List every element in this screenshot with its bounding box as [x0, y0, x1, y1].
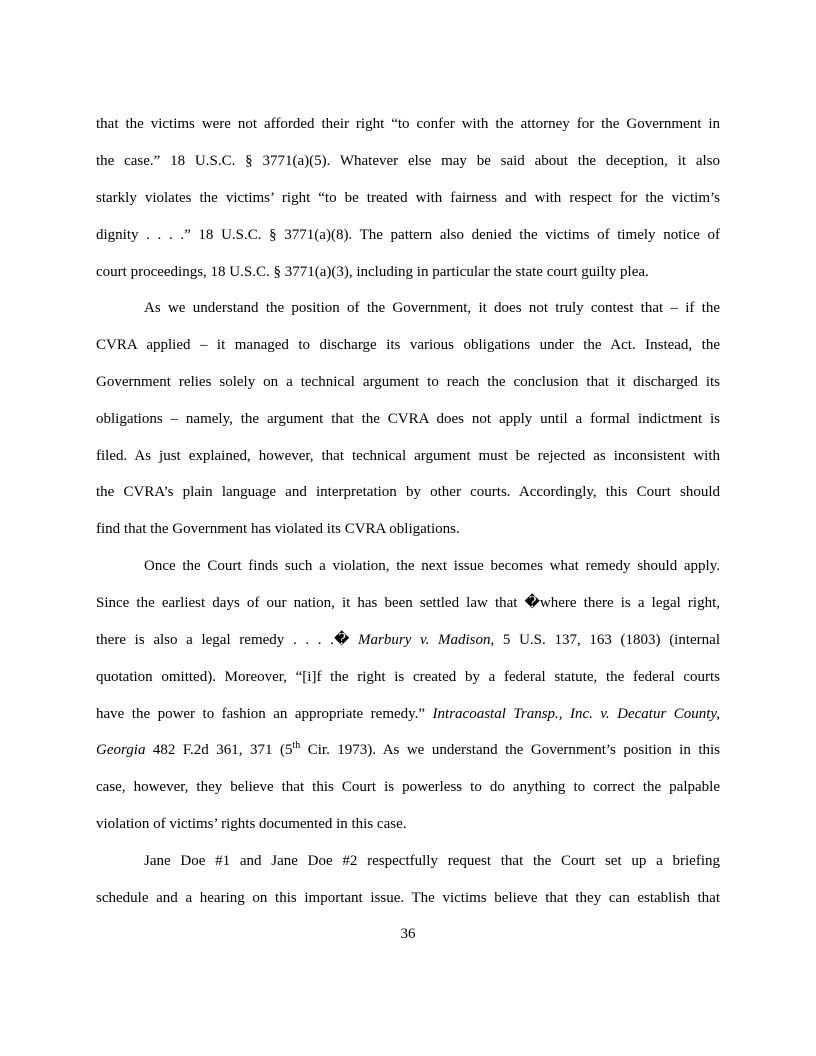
body-line: that the victims were not afforded their right “to confer with the attorney for the Government in [96, 116, 720, 132]
case-name-italic: Intracoastal Transp., Inc. v. Decatur County, [432, 706, 720, 722]
body-line: violation of victims’ rights documented in this case. [96, 816, 407, 832]
case-name-italic: Georgia [96, 742, 146, 758]
paragraph-first-line: As we understand the position of the Government, it does not truly contest that – if the [144, 300, 720, 316]
body-line: starkly violates the victims’ right “to be treated with fairness and with respect for the victim’s [96, 190, 720, 206]
body-line: the CVRA’s plain language and interpretation by other courts. Accordingly, this Court should [96, 484, 720, 500]
body-line: CVRA applied – it managed to discharge its various obligations under the Act. Instead, the [96, 337, 720, 353]
ordinal-superscript: th [292, 740, 301, 751]
body-line: Since the earliest days of our nation, it has been settled law that �where there is a legal right, [96, 595, 720, 611]
body-line-citation [96, 630, 720, 650]
body-line: dignity . . . .” 18 U.S.C. § 3771(a)(8). The pattern also denied the victims of timely notice of [96, 227, 720, 243]
body-line: case, however, they believe that this Court is powerless to do anything to correct the palpable [96, 779, 720, 795]
text-run: there is also a legal remedy . . . .� [96, 632, 359, 648]
paragraph-first-line: Jane Doe #1 and Jane Doe #2 respectfully request that the Court set up a briefing [144, 853, 720, 869]
body-line: obligations – namely, the argument that the CVRA does not apply until a formal indictment is [96, 411, 720, 427]
text-run: , 5 U.S. 137, 163 (1803) (internal [490, 632, 720, 648]
body-line: court proceedings, 18 U.S.C. § 3771(a)(3), including in particular the state court guilty plea. [96, 264, 649, 280]
paragraph-first-line: Once the Court finds such a violation, the next issue becomes what remedy should apply. [144, 558, 720, 574]
body-line: quotation omitted). Moreover, “[i]f the right is created by a federal statute, the federal courts [96, 669, 720, 685]
body-line: find that the Government has violated its CVRA obligations. [96, 521, 460, 537]
body-line: schedule and a hearing on this important issue. The victims believe that they can establish that [96, 890, 720, 906]
case-name-italic: Marbury v. Madison [358, 632, 491, 648]
text-run: have the power to fashion an appropriate remedy.” [96, 706, 433, 722]
body-line-citation [96, 740, 720, 760]
body-line-citation [96, 704, 720, 724]
text-run: Cir. 1973). As we understand the Government’s position in this [300, 742, 720, 758]
page-number: 36 [400, 926, 416, 942]
body-line: filed. As just explained, however, that technical argument must be rejected as inconsistent with [96, 448, 720, 464]
body-line: the case.” 18 U.S.C. § 3771(a)(5). Whatever else may be said about the deception, it also [96, 153, 720, 169]
text-run: 482 F.2d 361, 371 (5 [145, 742, 293, 758]
body-line: Government relies solely on a technical argument to reach the conclusion that it discharged its [96, 374, 720, 390]
